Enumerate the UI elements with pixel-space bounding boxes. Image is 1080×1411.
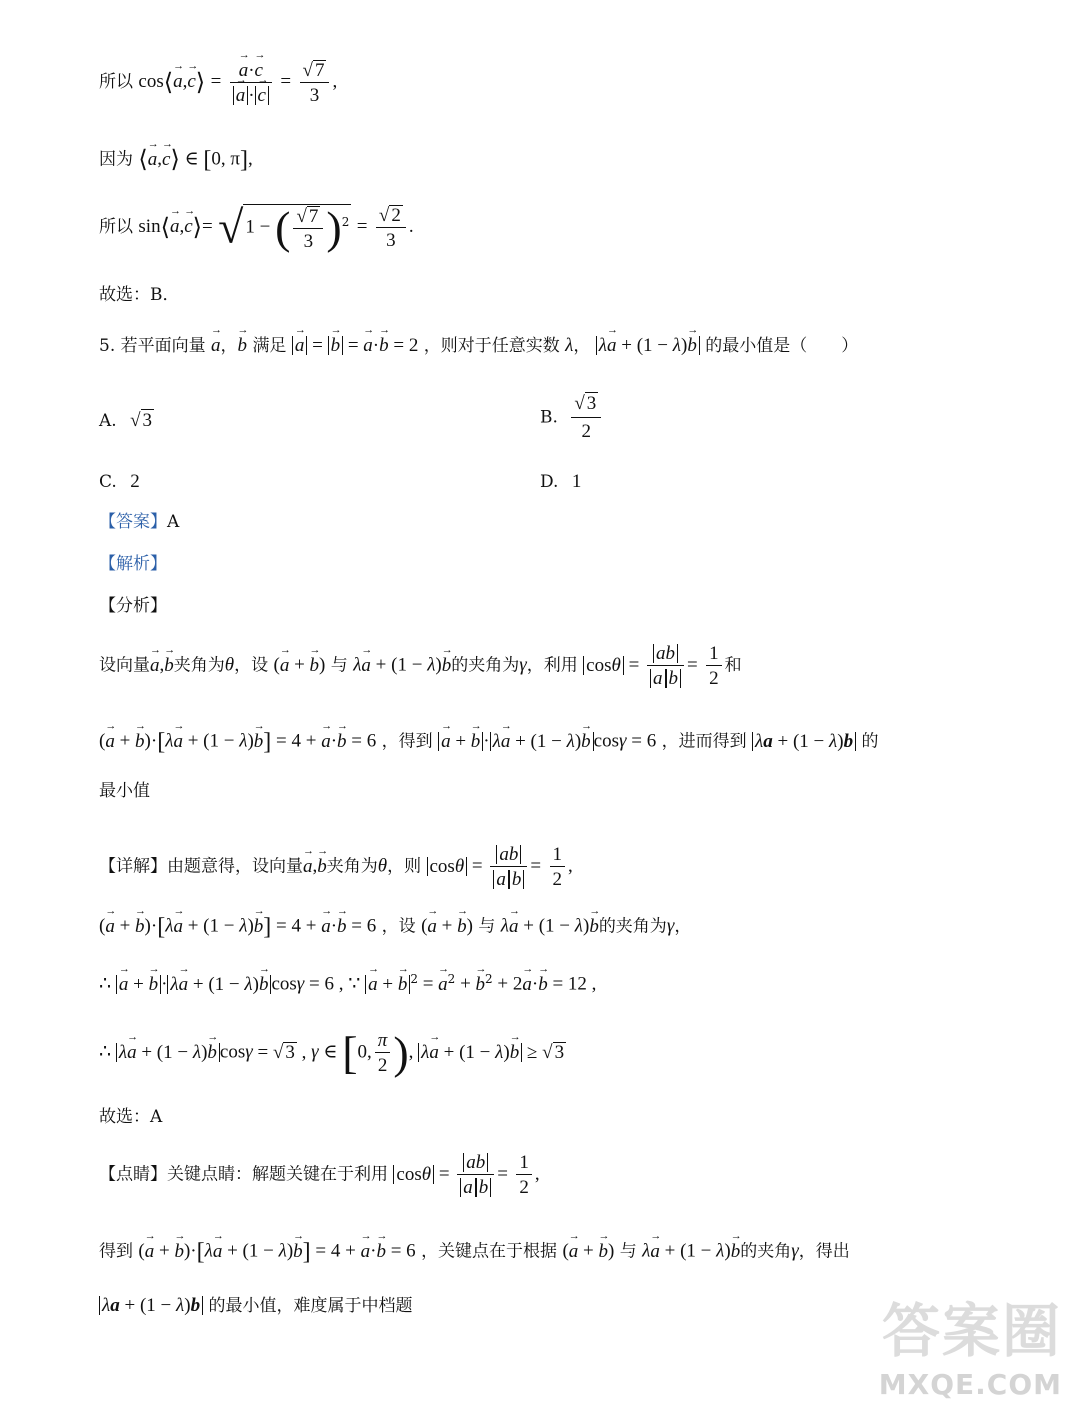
prev-line-sin: 所以 sin⟨→ a,→ c⟩= √ 1 − ( $\frac{√ 7}{3}$ )$^2$ = $\frac{√ 2}{3}$ .	[99, 204, 414, 251]
option-value: 1	[571, 471, 582, 492]
stem-text: 满足	[252, 336, 287, 356]
option-a[interactable]: A. √ 3	[99, 410, 153, 431]
text: 和	[724, 655, 742, 676]
text: ，得出	[798, 1241, 850, 1262]
text: 关键点睛：解题关键在于利用	[167, 1164, 388, 1185]
fenxi-line-2: (→ a + → b)·[λ→ a + (1 − λ)→ b] = 4 + → a·→ b = 6 ，得到 → a + → b · λ→ a + (1 − λ)→ b cosγ = 6 ，进而得到 λa + (1 − λ)b 的	[99, 730, 879, 754]
text-prefix: 所以	[99, 217, 133, 237]
prev-line-range: 因为 ⟨→ a,→ c⟩ ∈ [0, π],	[99, 148, 253, 172]
stem-text: 5. 若平面向量	[99, 336, 206, 356]
text: 与	[478, 916, 496, 937]
text: ，设	[234, 655, 269, 676]
text: 夹角为	[326, 856, 378, 877]
stem-text: ，则对于任意实数	[423, 336, 560, 356]
xiangjie-conclusion: 故选：A	[99, 1107, 163, 1127]
option-d[interactable]	[540, 471, 581, 493]
text: 的夹角为	[598, 916, 667, 937]
xiangjie-line-2: (→ a + → b)·[λ→ a + (1 − λ)→ b] = 4 + → a·→ b = 6 ，设 (→ a + → b) 与 λ→ a + (1 − λ)→ b的夹角为γ，	[99, 915, 691, 939]
option-b[interactable]: B. $\frac{√ 3}{2}$	[540, 392, 604, 443]
text: 设向量	[99, 655, 150, 676]
option-label: D.	[540, 472, 559, 492]
text: 由题意得，设向量	[167, 856, 303, 877]
text: 与	[619, 1241, 637, 1262]
text: 的	[861, 731, 879, 752]
text: ，则	[387, 856, 422, 877]
text: ，利用	[526, 655, 578, 676]
text: 的夹角	[740, 1241, 792, 1262]
text-prefix: 所以	[99, 72, 133, 92]
text: ，关键点在于根据	[421, 1241, 558, 1262]
text: ，得到	[381, 731, 433, 752]
text-prefix: 因为	[99, 149, 133, 170]
xiangjie-tag: 【详解】	[99, 856, 167, 877]
analysis-tag: 【解析】	[99, 554, 167, 574]
prev-conclusion: 故选：B．	[99, 285, 180, 305]
option-value: 2	[130, 471, 140, 492]
text: 夹角为	[173, 655, 225, 676]
answer-value: A	[167, 512, 180, 532]
fenxi-line-1: 设向量→ a,→ b夹角为θ，设 (→ a + → b) 与 λ→ a + (1 − λ)→ b的夹角为γ，利用 cosθ = $\frac{ab}{\text{a b}}$ = $\frac{1}{2}$ 和	[99, 644, 742, 688]
text: ，进而得到	[661, 731, 747, 752]
fenxi-line-3: 最小值	[99, 781, 150, 801]
dianjing-line-2: 得到 (→ a + → b)·[λ→ a + (1 − λ)→ b] = 4 + → a·→ b = 6 ，关键点在于根据 (→ a + → b) 与 λ→ a + (1 − λ)→ b的夹角γ，得出	[99, 1240, 850, 1264]
dianjing-line-3: λa + (1 − λ)b 的最小值，难度属于中档题	[99, 1296, 412, 1315]
watermark-site: MXQE.COM	[878, 1368, 1062, 1401]
option-c[interactable]	[99, 471, 140, 493]
answer-line	[99, 514, 179, 531]
option-label: B.	[540, 407, 558, 428]
xiangjie-line-4: ∴ λ→ a + (1 − λ)→ b cosγ = √ 3 , γ ∈ [0, $\frac{\pi}{2}$ ), λ→ a + (1 − λ)→ b ≥ √ 3	[99, 1030, 566, 1076]
watermark-logo: 答案圈	[881, 1297, 1062, 1365]
dianjing-line-1: 【点睛】关键点睛：解题关键在于利用 cosθ = $\frac{ab}{\text{a b}}$ = $\frac{1}{2}$ ,	[99, 1152, 540, 1198]
fenxi-tag: 【分析】	[99, 596, 167, 616]
dianjing-tag: 【点睛】	[99, 1164, 167, 1185]
text: 得到	[99, 1241, 133, 1262]
watermark	[879, 1284, 1062, 1401]
xiangjie-line-1: 【详解】由题意得，设向量→ a,→ b夹角为θ，则 cosθ = $\frac{ab}{\text{a b}}$ = $\frac{1}{2}$ ,	[99, 845, 573, 889]
option-label: C.	[99, 472, 117, 492]
option-label: A.	[99, 411, 117, 431]
answer-tag: 【答案】	[99, 512, 167, 532]
text: 的最小值，难度属于中档题	[208, 1296, 413, 1316]
stem-text: 的最小值是（ ）	[705, 336, 859, 356]
prev-line-cos: 所以 cos⟨→ a,→ c⟩ = → a·→ c → a ·→ c = $\frac{√ 7}{3}$ ,	[99, 60, 337, 105]
xiangjie-line-3: ∴ → a + → b · λ→ a + (1 − λ)→ b cosγ = 6 , ∵ → a + → b $^2$ = → $a^2$ + → $b^2 + 2\to a\cdot\to b = 12$ ,	[99, 973, 596, 994]
question-5-stem: 5. 若平面向量 → a，→ b 满足 → a = → b = → a·→ b = 2 ，则对于任意实数 λ， λ→ a + (1 − λ)→ b 的最小值是（ ）	[99, 336, 858, 355]
text: ，设	[381, 916, 416, 937]
text: 与	[330, 655, 348, 676]
text: 的夹角为	[451, 655, 520, 676]
